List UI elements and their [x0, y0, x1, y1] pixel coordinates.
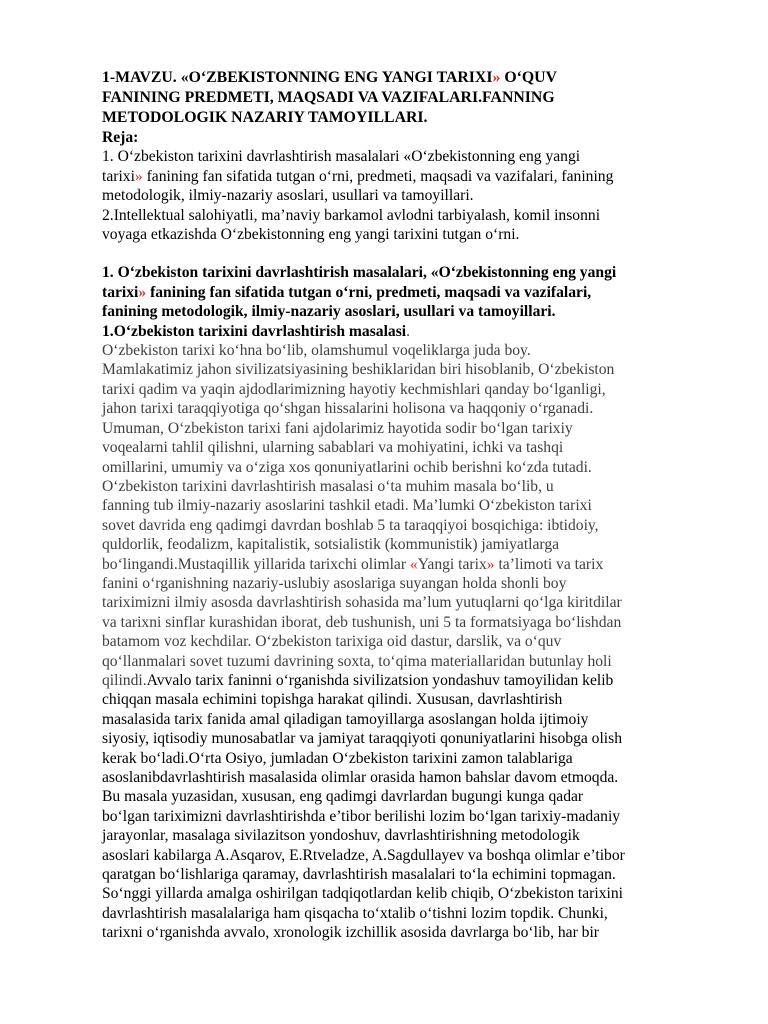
body-line: siyosiy, iqtisodiy munosabatlar va jamiyat taraqqiyoti qonuniyatlarini hisobga olish: [102, 730, 623, 748]
document-page: [102, 68, 714, 943]
body-text: Yangi tarix: [417, 555, 487, 573]
plan-item-1: metodologik, ilmiy-nazariy asoslari, usullari va tamoyillari.: [102, 187, 474, 205]
body-line: Umuman, O‘zbekiston tarixi fani ajdolarimiz hayotida sodir bo‘lgan tarixiy: [102, 419, 573, 437]
heading-text: tarixi: [102, 283, 139, 301]
body-line: chiqqan masala echimini topishga harakat qilindi. Xususan, davrlashtirish: [102, 691, 563, 709]
paragraph-gap: [102, 244, 714, 263]
body-line: asoslari kabilarga A.Asqarov, E.Rtveladze, A.Sagdullayev va boshqa olimlar e’tibor: [102, 846, 625, 864]
body-line: omillarini, umumiy va o‘ziga xos qonuniyatlarini ochib berishni ko‘zda tutadi.: [102, 458, 592, 476]
plan-item-1: 1. O‘zbekiston tarixini davrlashtirish masalalari «O‘zbekistonning eng yangi: [102, 148, 581, 166]
body-line: O‘zbekiston tarixini davrlashtirish masalasi o‘ta muhim masala bo‘lib, u: [102, 477, 554, 495]
heading-line: fanining metodologik, ilmiy-nazariy asoslari, usullari va tamoyillari.: [102, 303, 556, 321]
body-line: batamom voz kechdilar. O‘zbekiston tarixiga oid dastur, darslik, va o‘quv: [102, 633, 562, 651]
body-text: Avvalo tarix faninni o‘rganishda sivilizatsion yondashuv tamoyilidan kelib: [146, 671, 614, 689]
title-line: METODOLOGIK NAZARIY TAMOYILLARI.: [102, 109, 428, 126]
body-line: sovet davrida eng qadimgi davrdan boshlab 5 ta taraqqiyoi bosqichiga: ibtidoiy,: [102, 516, 599, 534]
document-title: [102, 68, 714, 128]
body-line: davrlashtirish masalalariga ham qisqacha to‘xtalib o‘tishni lozim topdik. Chunki,: [102, 904, 608, 922]
subsection-heading: [102, 322, 714, 341]
heading-line: 1. O‘zbekiston tarixini davrlashtirish masalalari, «O‘zbekistonning eng yangi: [102, 264, 617, 282]
body-line: quldorlik, feodalizm, kapitalistik, sotsialistik (kommunistik) jamiyatlarga: [102, 536, 560, 554]
body-line: fanning tub ilmiy-nazariy asoslarini tashkil etadi. Ma’lumki O‘zbekiston tarixi: [102, 497, 592, 515]
body-line: [102, 555, 714, 574]
body-quote-mark: «: [409, 555, 418, 573]
heading-line: [102, 283, 714, 302]
body-quote-mark: »: [486, 555, 495, 573]
body-paragraph: [102, 341, 714, 943]
body-line: Mamlakatimiz jahon sivilizatsiyasining beshiklaridan biri hisoblanib, O‘zbekiston: [102, 361, 615, 379]
body-line: jahon tarixi taraqqiyotiga qo‘shgan hissalarini holisona va haqqoniy o‘rganadi.: [102, 400, 594, 418]
heading-quote-mark: »: [138, 283, 147, 301]
body-line: fanini o‘rganishning nazariy-uslubiy asoslariga suyangan holda shonli boy: [102, 574, 567, 592]
body-line: kerak bo‘ladi.O‘rta Osiyo, jumladan O‘zbekiston tarixini zamon talablariga: [102, 749, 573, 767]
section-heading: [102, 263, 714, 321]
body-text: qilindi.: [102, 671, 147, 689]
title-quote-mark: »: [492, 69, 501, 86]
plan-text: fanining fan sifatida tutgan o‘rni, predmeti, maqsadi va vazifalari, fanining: [142, 167, 614, 185]
body-line: qo‘llanmalari sovet tuzumi davrining soxta, to‘qima materiallaridan butunlay holi: [102, 652, 612, 670]
body-line: tariximizni ilmiy asosda davrlashtirish sohasida ma’lum yutuqlarni qo‘lga kiritdilar: [102, 594, 622, 612]
body-line: bo‘lgan tariximizni davrlashtirishda e’tibor berilishi lozim bo‘lgan tarixiy-madaniy: [102, 807, 621, 825]
body-line: So‘nggi yillarda amalga oshirilgan tadqiqotlardan kelib chiqib, O‘zbekiston tarixini: [102, 885, 623, 903]
plan-quote-mark: »: [134, 167, 143, 185]
subsection-dot: .: [406, 322, 411, 340]
plan-label: Reja:: [102, 129, 139, 146]
plan-item-2: voyaga etkazishda O‘zbekistonning eng yangi tarixini tutgan o‘rni.: [102, 226, 520, 244]
body-line: voqealarni tahlil qilishni, ularning sabablari va mohiyatini, ichki va tashqi: [102, 439, 564, 457]
heading-text: fanining fan sifatida tutgan o‘rni, predmeti, maqsadi va vazifalari,: [146, 283, 592, 301]
body-line: tarixni o‘rganishda avvalo, xronologik izchillik asosida davrlarga bo‘lib, har bir: [102, 924, 599, 942]
body-line: jarayonlar, masalaga sivilazitson yondoshuv, davrlashtirishning metodologik: [102, 827, 580, 845]
title-text: 1-MAVZU. «O‘ZBEKISTONNING ENG YANGI TARIXI: [102, 69, 493, 86]
body-line: [102, 671, 714, 690]
subsection-title: 1.O‘zbekiston tarixini davrlashtirish masalasi: [102, 322, 407, 340]
title-line: [102, 68, 714, 88]
body-line: qaratgan bo‘lishlariga qaramay, davrlashtirish masalalari to‘la echimini topmagan.: [102, 866, 616, 884]
plan-item-2: 2.Intellektual salohiyatli, ma’naviy barkamol avlodni tarbiyalash, komil insonni: [102, 206, 601, 224]
plan-section: [102, 128, 714, 244]
body-line: tarixi qadim va yaqin ajdodlarimizning hayotiy kechmishlari qanday bo‘lganligi,: [102, 380, 606, 398]
plan-item-1: [102, 167, 714, 186]
plan-text: tarixi: [102, 167, 135, 185]
body-text: ta’limoti va tarix: [494, 555, 604, 573]
title-line: FANINING PREDMETI, MAQSADI VA VAZIFALARI.FANNING: [102, 89, 555, 106]
body-line: asoslanibdavrlashtirish masalasida olimlar orasida hamon bahslar davom etmoqda.: [102, 769, 619, 786]
body-text: bo‘lingandi.Mustaqillik yillarida tarixchi olimlar: [102, 555, 410, 573]
body-line: masalasida tarix fanida amal qiladigan tamoyillarga asoslangan holda ijtimoiy: [102, 710, 589, 728]
body-line: O‘zbekiston tarixi ko‘hna bo‘lib, olamshumul voqeliklarga juda boy.: [102, 342, 531, 360]
body-line: Bu masala yuzasidan, xususan, eng qadimgi davrlardan bugungi kunga qadar: [102, 788, 584, 806]
title-text: O‘QUV: [500, 69, 557, 86]
body-line: va tarixni sinflar kurashidan iborat, deb tushunish, uni 5 ta formatsiyaga bo‘lishdan: [102, 613, 622, 631]
